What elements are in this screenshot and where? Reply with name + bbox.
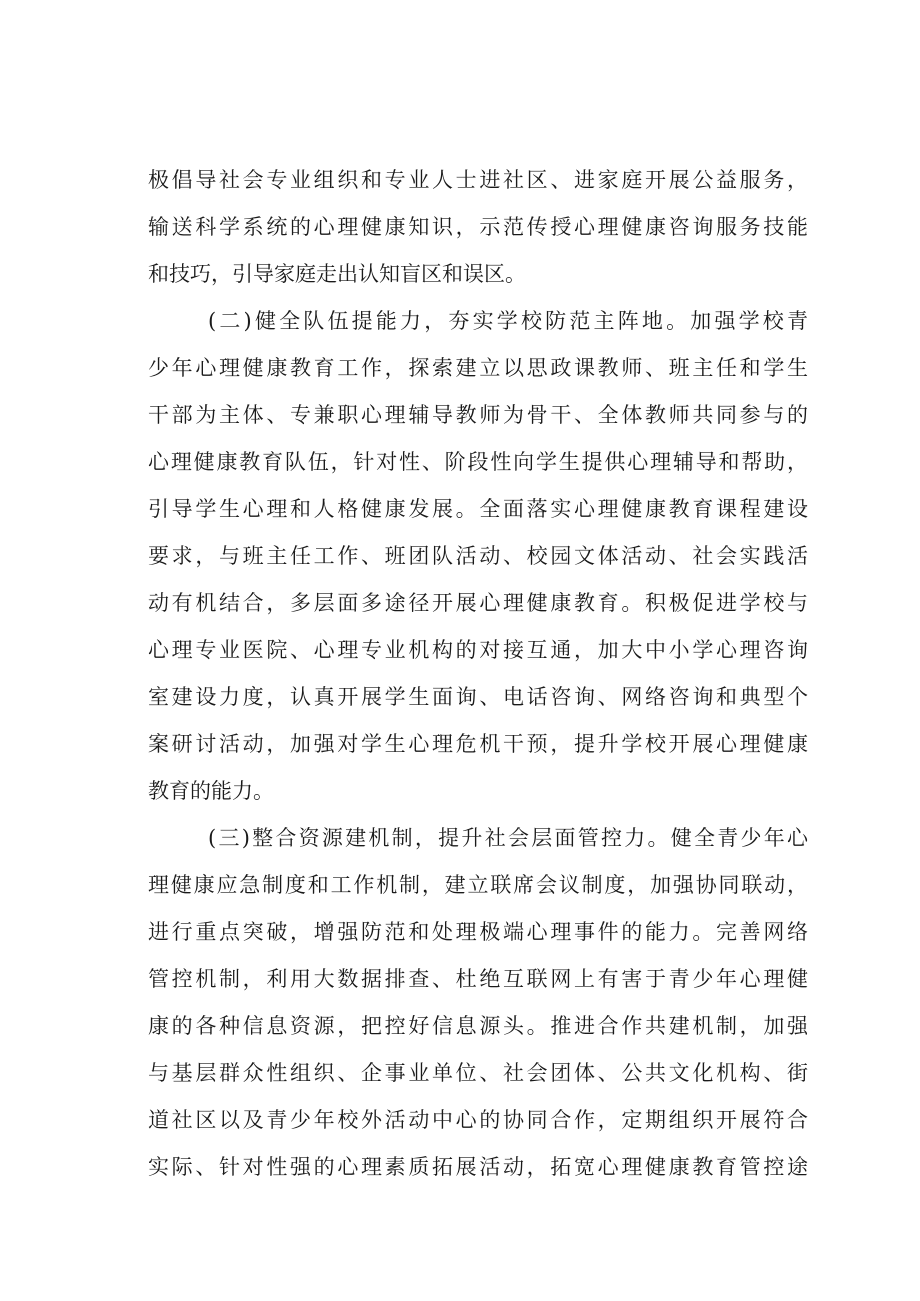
text-line: 和技巧，引导家庭走出认知盲区和误区。 [148,262,526,286]
text-line: 案研讨活动，加强对学生心理危机干预，提升学校开展心理健康 [148,732,808,756]
text-line: 干部为主体、专兼职心理辅导教师为骨干、全体教师共同参与的 [148,403,808,427]
text-line: 室建设力度，认真开展学生面询、电话咨询、网络咨询和典型个 [148,685,808,709]
text-line: 引导学生心理和人格健康发展。全面落实心理健康教育课程建设 [148,497,808,521]
section-heading-line: (三)整合资源建机制，提升社会层面管控力。健全青少年心 [208,826,808,850]
text-line: 管控机制，利用大数据排查、杜绝互联网上有害于青少年心理健 [148,967,808,991]
text-line: 少年心理健康教育工作，探索建立以思政课教师、班主任和学生 [148,356,808,380]
text-line: 理健康应急制度和工作机制，建立联席会议制度，加强协同联动， [148,873,808,897]
text-line: 康的各种信息资源，把控好信息源头。推进合作共建机制，加强 [148,1014,808,1038]
text-line: 心理健康教育队伍，针对性、阶段性向学生提供心理辅导和帮助， [148,450,808,474]
section-heading-line: (二)健全队伍提能力，夯实学校防范主阵地。加强学校青 [208,309,808,333]
text-line: 道社区以及青少年校外活动中心的协同合作，定期组织开展符合 [148,1108,808,1132]
text-line: 进行重点突破，增强防范和处理极端心理事件的能力。完善网络 [148,920,808,944]
text-line: 与基层群众性组织、企事业单位、社会团体、公共文化机构、街 [148,1061,808,1085]
text-line: 极倡导社会专业组织和专业人士进社区、进家庭开展公益服务， [148,168,808,192]
text-line: 教育的能力。 [148,779,274,803]
text-line: 输送科学系统的心理健康知识，示范传授心理健康咨询服务技能 [148,215,808,239]
text-line: 动有机结合，多层面多途径开展心理健康教育。积极促进学校与 [148,591,808,615]
text-line: 实际、针对性强的心理素质拓展活动，拓宽心理健康教育管控途 [148,1155,808,1179]
text-line: 心理专业医院、心理专业机构的对接互通，加大中小学心理咨询 [148,638,808,662]
text-line: 要求，与班主任工作、班团队活动、校园文体活动、社会实践活 [148,544,808,568]
body-text [148,157,808,1191]
